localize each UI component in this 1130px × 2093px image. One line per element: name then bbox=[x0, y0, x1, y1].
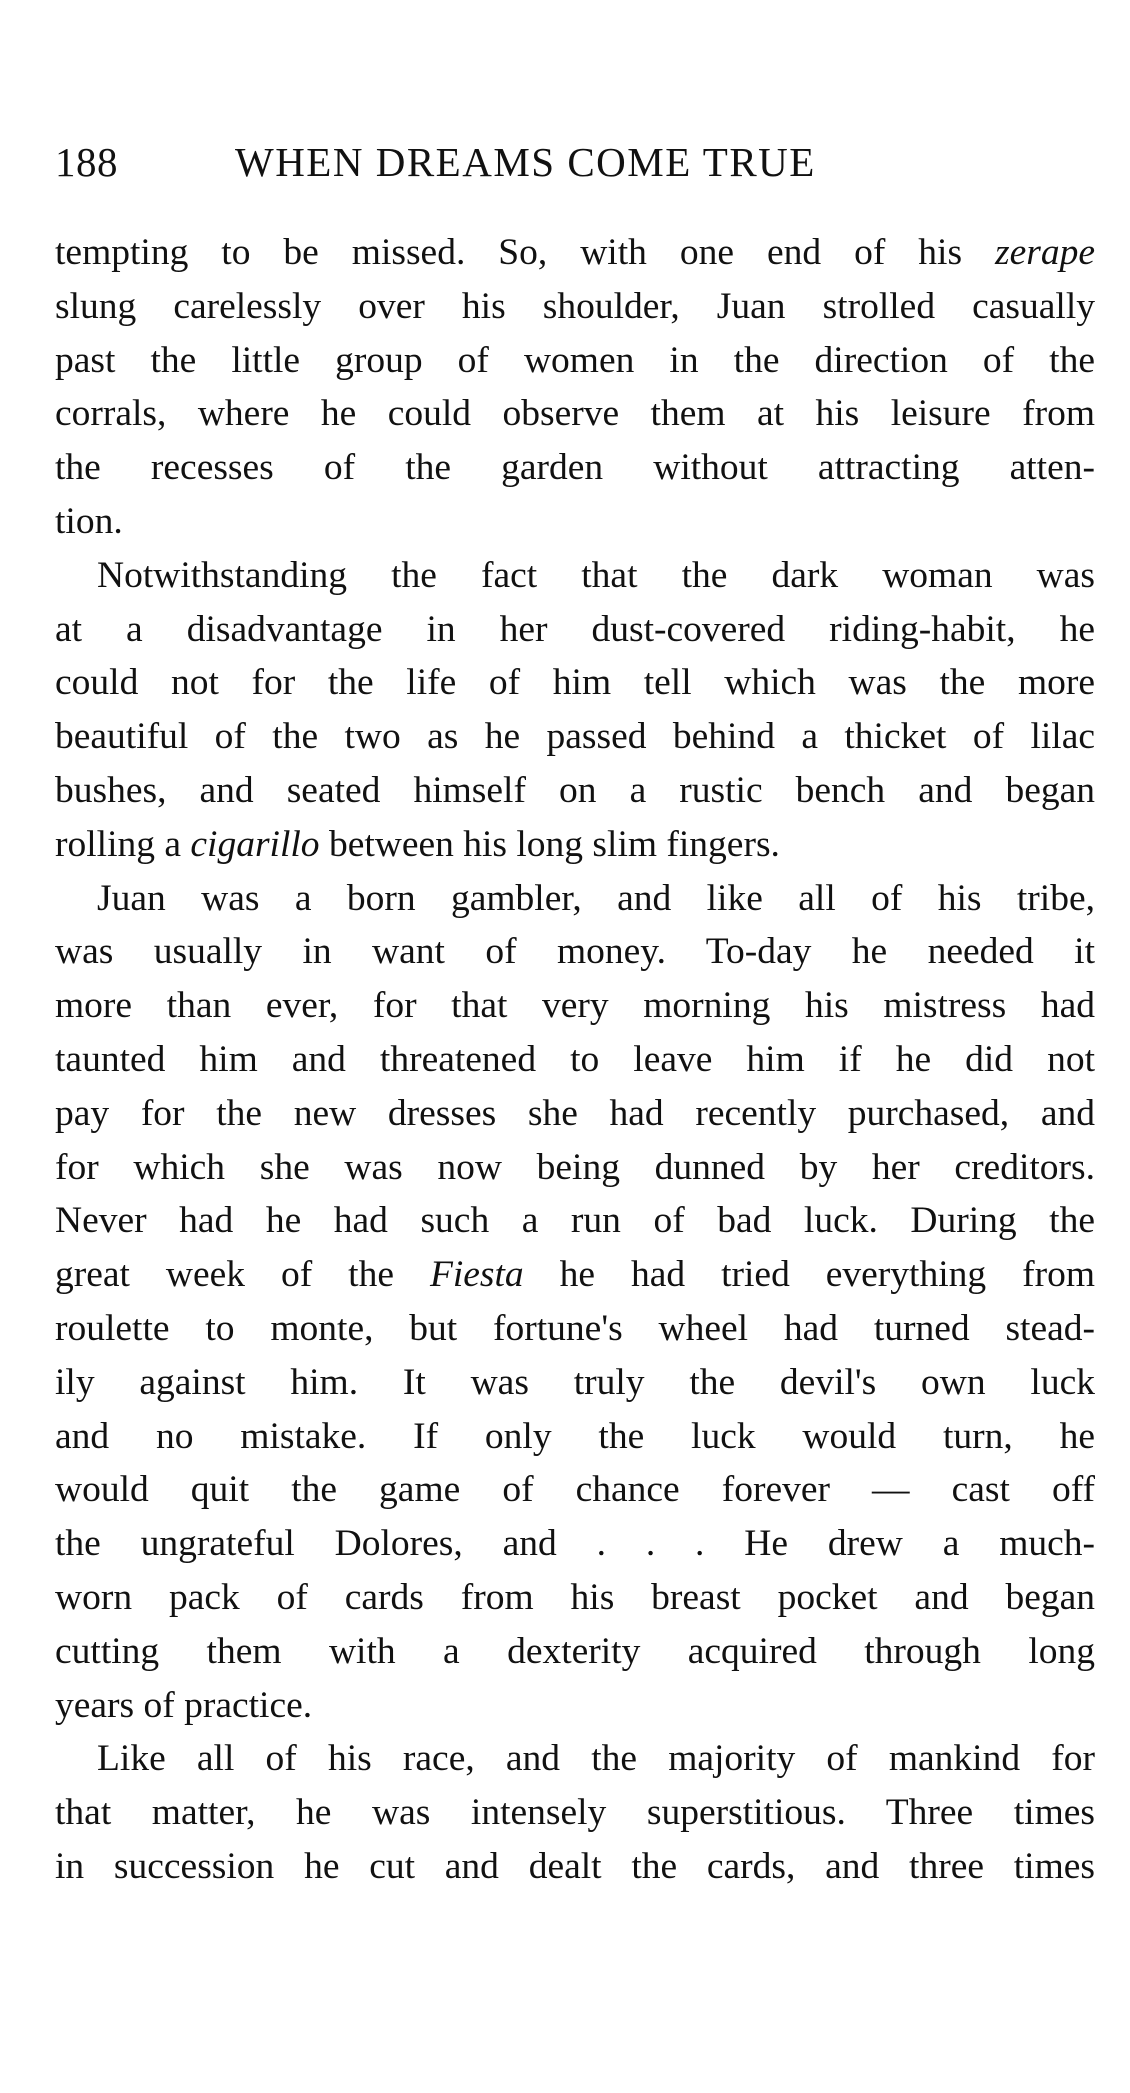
text-line: at a disadvantage in her dust-covered riding-habit, he bbox=[55, 608, 1095, 650]
text-line: could not for the life of him tell which was the more bbox=[55, 662, 1095, 704]
text-line: that matter, he was intensely superstitious. Three times bbox=[55, 1792, 1095, 1834]
body-text bbox=[55, 226, 1095, 1894]
text-line: the recesses of the garden without attracting atten- bbox=[55, 447, 1095, 489]
paragraph bbox=[55, 872, 1095, 1733]
text-line: Notwithstanding the fact that the dark woman was bbox=[97, 554, 1095, 596]
text-line: ily against him. It was truly the devil's own luck bbox=[55, 1361, 1095, 1403]
text-line: tion. bbox=[55, 500, 123, 542]
text-line: in succession he cut and dealt the cards, and three times bbox=[55, 1845, 1095, 1887]
text-line: beautiful of the two as he passed behind a thicket of lilac bbox=[55, 716, 1095, 758]
text-line: would quit the game of chance forever — cast off bbox=[55, 1469, 1095, 1511]
text-line: years of practice. bbox=[55, 1684, 313, 1726]
text-line: tempting to be missed. So, with one end of his zerape bbox=[55, 232, 1095, 273]
text-line: more than ever, for that very morning his mistress had bbox=[55, 985, 1095, 1027]
paragraph bbox=[55, 549, 1095, 872]
text-line: Juan was a born gambler, and like all of his tribe, bbox=[97, 877, 1095, 919]
text-line: roulette to monte, but fortune's wheel had turned stead- bbox=[55, 1307, 1095, 1349]
text-line: and no mistake. If only the luck would turn, he bbox=[55, 1415, 1095, 1457]
running-head bbox=[55, 137, 1095, 187]
paragraph bbox=[55, 1732, 1095, 1893]
text-line: Like all of his race, and the majority of mankind for bbox=[97, 1738, 1095, 1780]
text-line: taunted him and threatened to leave him if he did not bbox=[55, 1038, 1095, 1080]
running-title: WHEN DREAMS COME TRUE bbox=[235, 139, 816, 185]
page-number: 188 bbox=[55, 139, 118, 185]
text-line: worn pack of cards from his breast pocket and began bbox=[55, 1576, 1095, 1618]
text-line: past the little group of women in the direction of the bbox=[55, 339, 1095, 381]
text-line: cutting them with a dexterity acquired through long bbox=[55, 1630, 1095, 1672]
text-line: the ungrateful Dolores, and . . . He drew a much- bbox=[55, 1523, 1095, 1565]
text-line: for which she was now being dunned by her creditors. bbox=[55, 1146, 1095, 1188]
paragraph bbox=[55, 226, 1095, 549]
text-line: pay for the new dresses she had recently purchased, and bbox=[55, 1092, 1095, 1134]
text-line: bushes, and seated himself on a rustic bench and began bbox=[55, 769, 1095, 811]
text-line: was usually in want of money. To-day he needed it bbox=[55, 931, 1095, 973]
text-line: Never had he had such a run of bad luck. During the bbox=[55, 1200, 1095, 1242]
text-line: slung carelessly over his shoulder, Juan strolled casually bbox=[55, 285, 1095, 327]
text-line: rolling a cigarillo between his long slim fingers. bbox=[55, 823, 780, 865]
text-line: great week of the Fiesta he had tried everything from bbox=[55, 1254, 1095, 1296]
text-line: corrals, where he could observe them at his leisure from bbox=[55, 393, 1095, 435]
